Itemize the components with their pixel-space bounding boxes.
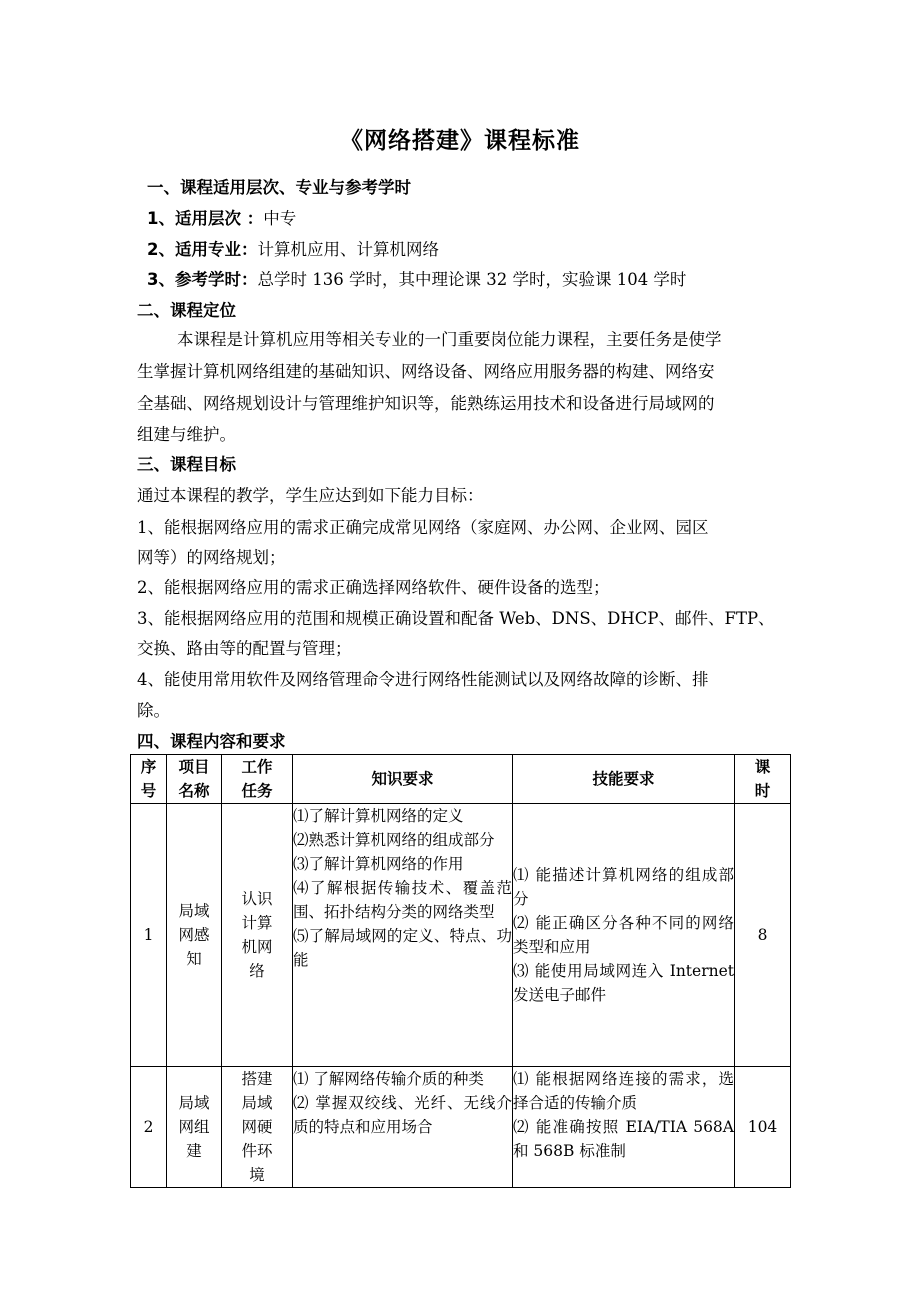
row-seq: 1 — [131, 804, 167, 1067]
row-task: 认识 计算 机网 络 — [222, 804, 293, 1067]
knowledge-item: ⑸了解局域网的定义、特点、功能 — [293, 927, 512, 969]
document-title: 《网络搭建》课程标准 — [340, 128, 580, 154]
knowledge-item: ⑵熟悉计算机网络的组成部分 — [293, 831, 495, 849]
header-project: 项目 名称 — [167, 755, 222, 804]
s3-goal-1-line-1: 1、能根据网络应用的需求正确完成常见网络（家庭网、办公网、企业网、园区 — [137, 518, 709, 537]
header-hours: 课 时 — [735, 755, 791, 804]
s3-intro: 通过本课程的教学，学生应达到如下能力目标： — [137, 486, 484, 505]
row-knowledge — [293, 804, 513, 1067]
row-skill — [513, 804, 735, 1067]
skill-item: ⑵ 能正确区分各种不同的网络类型和应用 — [513, 914, 734, 956]
section-heading-3: 三、课程目标 — [137, 455, 236, 474]
course-content-table — [130, 754, 791, 1188]
s3-goal-3-line-2: 交换、路由等的配置与管理； — [137, 639, 352, 658]
row-task: 搭建 局域 网硬 件环 境 — [222, 1067, 293, 1188]
info-major-label: 2、适用专业： — [147, 240, 258, 259]
row-project: 局域 网组 建 — [167, 1067, 222, 1188]
row-project: 局域 网感 知 — [167, 804, 222, 1067]
section-heading-2: 二、课程定位 — [137, 301, 236, 320]
header-skill: 技能要求 — [513, 755, 735, 804]
row-seq: 2 — [131, 1067, 167, 1188]
info-major-value: 计算机应用、计算机网络 — [257, 240, 439, 259]
s3-goal-1-line-2: 网等）的网络规划； — [137, 548, 286, 567]
table-row — [131, 1067, 791, 1188]
knowledge-item: ⑴ 了解网络传输介质的种类 — [293, 1070, 484, 1088]
header-task: 工作 任务 — [222, 755, 293, 804]
section-heading-1: 一、课程适用层次、专业与参考学时 — [147, 178, 411, 197]
info-level-value: 中专 — [263, 209, 297, 228]
info-hours-value: 总学时 136 学时，其中理论课 32 学时，实验课 104 学时 — [257, 270, 687, 289]
knowledge-item: ⑷了解根据传输技术、覆盖范围、拓扑结构分类的网络类型 — [293, 879, 512, 921]
s3-goal-2: 2、能根据网络应用的需求正确选择网络软件、硬件设备的选型； — [137, 578, 610, 597]
s3-goal-4-line-2: 除。 — [137, 701, 170, 720]
s2-para-line-1: 本课程是计算机应用等相关专业的一门重要岗位能力课程，主要任务是使学 — [177, 330, 722, 349]
info-level-label: 1、适用层次 ： — [147, 209, 264, 228]
row-knowledge — [293, 1067, 513, 1188]
s2-para-line-4: 组建与维护。 — [137, 425, 236, 444]
table-row — [131, 804, 791, 1067]
row-hours: 8 — [735, 804, 791, 1067]
knowledge-item: ⑵ 掌握双绞线、光纤、无线介质的特点和应用场合 — [293, 1094, 512, 1136]
knowledge-item: ⑶了解计算机网络的作用 — [293, 855, 464, 873]
info-level — [147, 206, 807, 232]
skill-item: ⑴ 能根据网络连接的需求，选择合适的传输介质 — [513, 1070, 734, 1112]
knowledge-item: ⑴了解计算机网络的定义 — [293, 807, 464, 825]
s3-goal-4-line-1: 4、能使用常用软件及网络管理命令进行网络性能测试以及网络故障的诊断、排 — [137, 670, 709, 689]
row-skill — [513, 1067, 735, 1188]
header-knowledge: 知识要求 — [293, 755, 513, 804]
skill-item: ⑵ 能准确按照 EIA/TIA 568A 和 568B 标准制 — [513, 1118, 734, 1160]
info-hours — [147, 267, 807, 293]
skill-item: ⑶ 能使用局域网连入 Internet 发送电子邮件 — [513, 962, 734, 1004]
section-heading-4: 四、课程内容和要求 — [137, 732, 286, 751]
info-major — [147, 237, 807, 263]
table-header-row — [131, 755, 791, 804]
header-seq: 序 号 — [131, 755, 167, 804]
skill-item: ⑴ 能描述计算机网络的组成部分 — [513, 866, 734, 908]
s2-para-line-3: 全基础、网络规划设计与管理维护知识等，能熟练运用技术和设备进行局域网的 — [137, 394, 715, 413]
info-hours-label: 3、参考学时： — [147, 270, 258, 289]
s3-goal-3-line-1: 3、能根据网络应用的范围和规模正确设置和配备 Web、DNS、DHCP、邮件、FTP、 — [137, 609, 775, 628]
row-hours: 104 — [735, 1067, 791, 1188]
s2-para-line-2: 生掌握计算机网络组建的基础知识、网络设备、网络应用服务器的构建、网络安 — [137, 362, 715, 381]
